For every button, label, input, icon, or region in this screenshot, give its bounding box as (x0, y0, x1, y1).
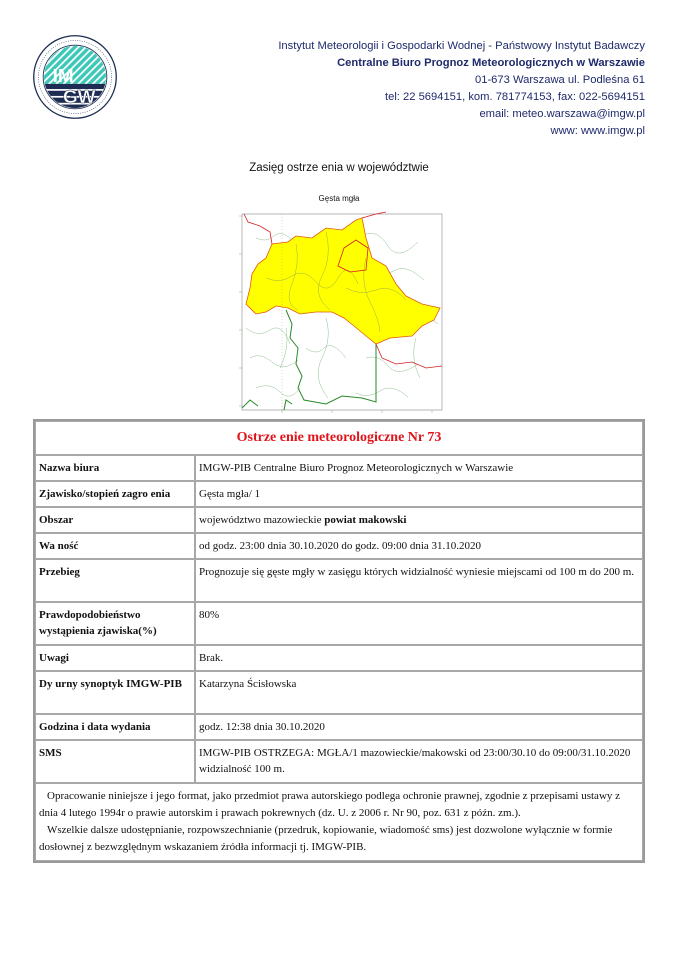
table-row (35, 645, 643, 671)
institute-name: Instytut Meteorologii i Gospodarki Wodnej - Państwowy Instytut Badawczy (278, 40, 645, 52)
area-voivodeship: województwo mazowieckie (199, 514, 325, 526)
row-value-forecaster: Katarzyna Ścisłowska (195, 671, 643, 714)
website[interactable]: www: www.imgw.pl (550, 125, 645, 137)
row-value-area (195, 507, 643, 533)
address: 01-673 Warszawa ul. Podleśna 61 (475, 74, 645, 86)
copyright-notice (35, 783, 643, 861)
table-row (35, 602, 643, 645)
warning-title: Ostrze enie meteorologiczne Nr 73 (35, 421, 643, 455)
table-row (35, 559, 643, 602)
row-label-course: Przebieg (35, 559, 195, 602)
map-phenomenon-title: Gęsta mgła (318, 194, 360, 203)
imgw-logo (32, 34, 118, 120)
map-section-title: Zasięg ostrze enia w województwie (249, 162, 429, 174)
office-name: Centralne Biuro Prognoz Meteorologicznych w Warszawie (337, 57, 645, 69)
row-value-probability: 80% (195, 602, 643, 645)
copyright-paragraph-2: Wszelkie dalsze udostępnianie, rozpowszechnianie (przedruk, kopiowanie, wiadomość sms) jest dozwolone wyłącznie w formie dosłownej z bezwzględnym wskazaniem źródła informacji tj. IMGW-PIB. (39, 824, 613, 853)
email[interactable]: email: meteo.warszawa@imgw.pl (479, 108, 645, 120)
table-row (35, 481, 643, 507)
warning-area-map (226, 208, 446, 418)
logo-text-gw: GW (62, 86, 96, 108)
table-row (35, 671, 643, 714)
copyright-paragraph-1: Opracowanie niniejsze i jego format, jako przedmiot prawa autorskiego podlega ochronie prawnej, zgodnie z przepisami ustawy z dnia 4 lutego 1994r o prawie autorskim i prawach pokrewnych (dz. U. z 2006 r. Nr 90, poz. 631 z późn. zm.). (39, 790, 621, 819)
row-label-area: Obszar (35, 507, 195, 533)
row-label-validity: Wa ność (35, 533, 195, 559)
table-row (35, 714, 643, 740)
row-value-sms: IMGW-PIB OSTRZEGA: MGŁA/1 mazowieckie/makowski od 23:00/30.10 do 09:00/31.10.2020 widzialność 100 m. (195, 740, 643, 783)
table-row (35, 533, 643, 559)
row-value-issued: godz. 12:38 dnia 30.10.2020 (195, 714, 643, 740)
row-label-probability: Prawdopodobieństwo wystąpienia zjawiska(%) (35, 602, 195, 645)
row-value-phenomenon: Gęsta mgła/ 1 (195, 481, 643, 507)
warning-table (33, 419, 645, 863)
row-label-office: Nazwa biura (35, 455, 195, 481)
row-value-validity: od godz. 23:00 dnia 30.10.2020 do godz. 09:00 dnia 31.10.2020 (195, 533, 643, 559)
row-label-phenomenon: Zjawisko/stopień zagro enia (35, 481, 195, 507)
table-row (35, 455, 643, 481)
row-label-remarks: Uwagi (35, 645, 195, 671)
logo-text-im: IM (52, 66, 74, 88)
row-label-sms: SMS (35, 740, 195, 783)
table-row (35, 507, 643, 533)
row-value-course: Prognozuje się gęste mgły w zasięgu których widzialność wyniesie miejscami od 100 m do 200 m. (195, 559, 643, 602)
phone: tel: 22 5694151, kom. 781774153, fax: 022-5694151 (384, 91, 645, 103)
row-label-forecaster: Dy urny synoptyk IMGW-PIB (35, 671, 195, 714)
row-value-remarks: Brak. (195, 645, 643, 671)
row-label-issued: Godzina i data wydania (35, 714, 195, 740)
institute-header (278, 38, 645, 140)
area-county: powiat makowski (324, 514, 407, 526)
table-row (35, 740, 643, 783)
row-value-office: IMGW-PIB Centralne Biuro Prognoz Meteorologicznych w Warszawie (195, 455, 643, 481)
